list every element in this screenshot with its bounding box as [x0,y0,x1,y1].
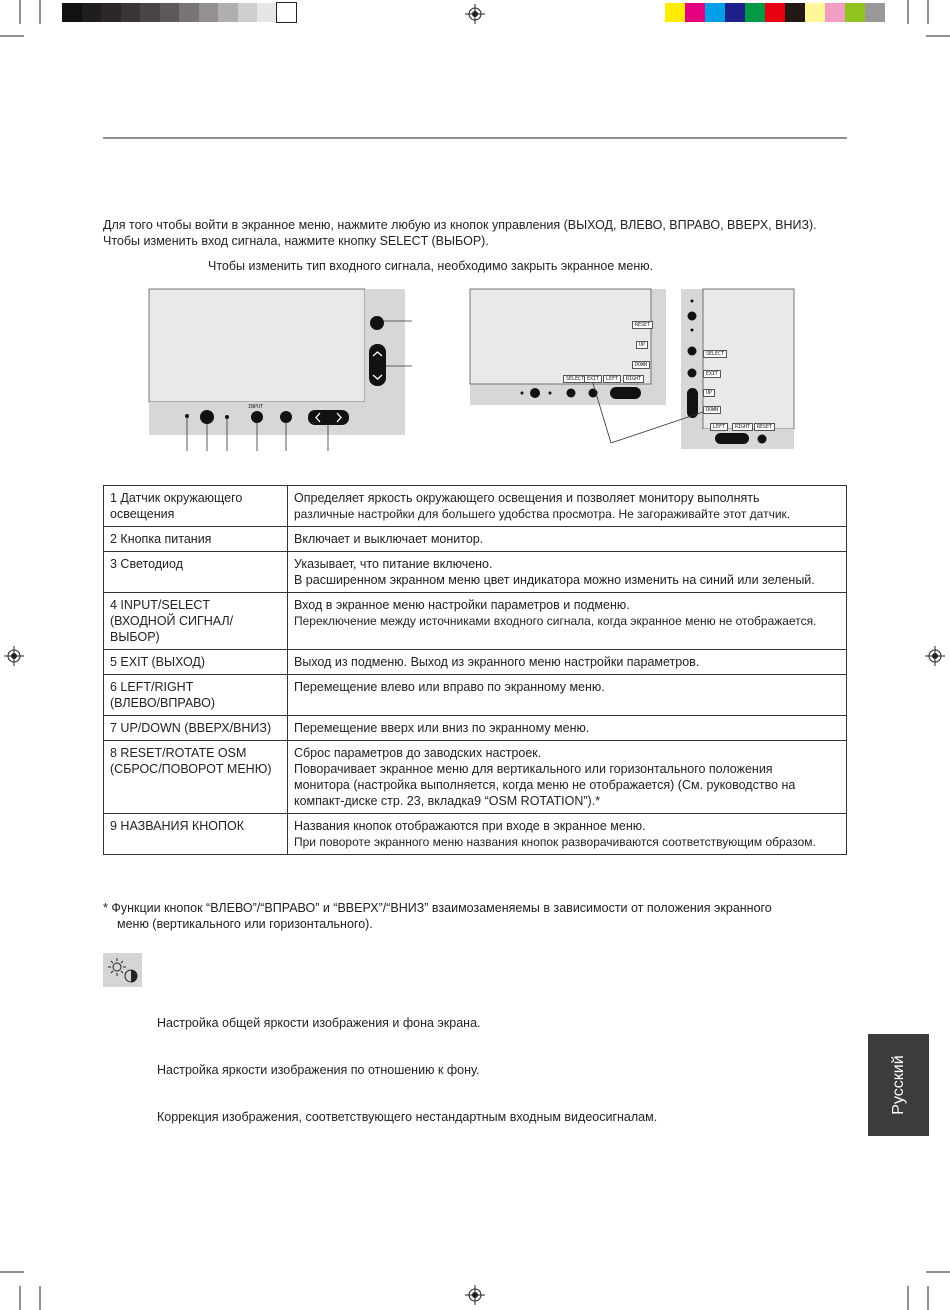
control-name-cell [104,814,288,855]
intro-line-2: Чтобы изменить вход сигнала, нажмите кнопку SELECT (ВЫБОР). [103,234,489,248]
control-name-line: 4 INPUT/SELECT [110,598,211,612]
control-name-cell [104,552,288,593]
up-label-rotated: UP [703,389,715,397]
control-description-line: Перемещение вверх или вниз по экранному меню. [294,721,590,735]
control-name-line: 2 Кнопка питания [110,532,212,546]
select-label: SELECT [563,375,587,383]
control-description-line: Указывает, что питание включено. [294,557,493,571]
control-name-line: 6 LEFT/RIGHT [110,680,194,694]
control-description-line: Вход в экранное меню настройки параметров и подменю. [294,598,630,612]
control-description-cell [288,675,847,716]
control-description-line: При повороте экранного меню названия кнопок разворачиваются соответствующим образом. [294,835,816,849]
intro-note: Чтобы изменить тип входного сигнала, необходимо закрыть экранное меню. [208,259,654,273]
down-label-rotated: DOWN [703,406,721,414]
control-name-cell [104,741,288,814]
control-name-cell [104,593,288,650]
footnote-line-2: меню (вертикального или горизонтального). [117,917,373,931]
control-name-line: 3 Светодиод [110,557,183,571]
control-name-line: 7 UP/DOWN (ВВЕРХ/ВНИЗ) [110,721,272,735]
control-name-cell [104,486,288,527]
description-2: Настройка яркости изображения по отношению к фону. [157,1063,480,1077]
control-description-line: Включает и выключает монитор. [294,532,484,546]
reset-label: RESET [632,321,653,329]
control-description-cell [288,486,847,527]
control-description-line: Определяет яркость окружающего освещения и позволяет монитору выполнять [294,491,760,505]
control-description-line: В расширенном экранном меню цвет индикатора можно изменить на синий или зеленый. [294,573,815,587]
control-name-line: освещения [110,507,175,521]
control-name-line: (СБРОС/ПОВОРОТ МЕНЮ) [110,762,272,776]
right-label: RIGHT [623,375,644,383]
down-label: DOWN [632,361,650,369]
right-label-rotated: RIGHT [732,423,753,431]
table-row [104,527,847,552]
table-row [104,675,847,716]
exit-label: EXIT [584,375,602,383]
language-tab [868,1034,929,1136]
control-name-line: 5 EXIT (ВЫХОД) [110,655,206,669]
table-row [104,593,847,650]
control-description-line: Названия кнопок отображаются при входе в экранное меню. [294,819,646,833]
control-description-cell [288,716,847,741]
reset-label-rotated: RESET [754,423,775,431]
description-1: Настройка общей яркости изображения и фона экрана. [157,1016,481,1030]
language-tab-label: Русский [889,1055,907,1115]
control-description-cell [288,593,847,650]
table-row [104,716,847,741]
table-row [104,650,847,675]
control-description-cell [288,552,847,593]
control-description-line: различные настройки для большего удобства просмотра. Не загораживайте этот датчик. [294,507,791,521]
monitor-controls-diagram [140,285,800,457]
left-label: LEFT [603,375,621,383]
control-description-line: компакт-диске стр. 23, вкладка9 “OSM ROTATION”).* [294,794,601,808]
control-name-line: 9 НАЗВАНИЯ КНОПОК [110,819,244,833]
control-name-cell [104,675,288,716]
control-name-line: ВЫБОР) [110,630,160,644]
control-description-line: Выход из подменю. Выход из экранного меню настройки параметров. [294,655,700,669]
table-row [104,814,847,855]
input-label: INPUT [248,404,264,410]
control-name-cell [104,716,288,741]
control-description-line: Переключение между источниками входного сигнала, когда экранное меню не отображается. [294,614,817,628]
control-description-cell [288,650,847,675]
exit-label-rotated: EXIT [703,370,721,378]
controls-table [103,485,847,855]
select-label-rotated: SELECT [703,350,727,358]
control-description-line: Перемещение влево или вправо по экранному меню. [294,680,605,694]
control-name-cell [104,650,288,675]
control-description-line: Сброс параметров до заводских настроек. [294,746,542,760]
control-description-cell [288,741,847,814]
control-description-line: монитора (настройка выполняется, когда меню не отображается) (См. руководство на [294,778,796,792]
control-name-line: (ВЛЕВО/ВПРАВО) [110,696,215,710]
control-name-line: (ВХОДНОЙ СИГНАЛ/ [110,614,234,628]
intro-line-1: Для того чтобы войти в экранное меню, нажмите любую из кнопок управления (ВЫХОД, ВЛЕВО, ВПРАВО, ВВЕРХ, ВНИЗ). [103,218,817,232]
description-3: Коррекция изображения, соответствующего нестандартным входным видеосигналам. [157,1110,658,1124]
left-label-rotated: LEFT [710,423,728,431]
control-name-cell [104,527,288,552]
control-description-line: Поворачивает экранное меню для вертикального или горизонтального положения [294,762,773,776]
up-label: UP [636,341,648,349]
footnote-line-1: * Функции кнопок “ВЛЕВО”/“ВПРАВО” и “ВВЕРХ”/“ВНИЗ” взаимозаменяемы в зависимости от положения экранного [103,901,772,915]
table-row [104,552,847,593]
table-row [104,486,847,527]
registration-mark-icon [465,4,485,24]
control-name-line: 8 RESET/ROTATE OSM [110,746,247,760]
control-description-cell [288,814,847,855]
table-row [104,741,847,814]
brightness-contrast-icon [103,953,142,987]
control-name-line: 1 Датчик окружающего [110,491,243,505]
control-description-cell [288,527,847,552]
